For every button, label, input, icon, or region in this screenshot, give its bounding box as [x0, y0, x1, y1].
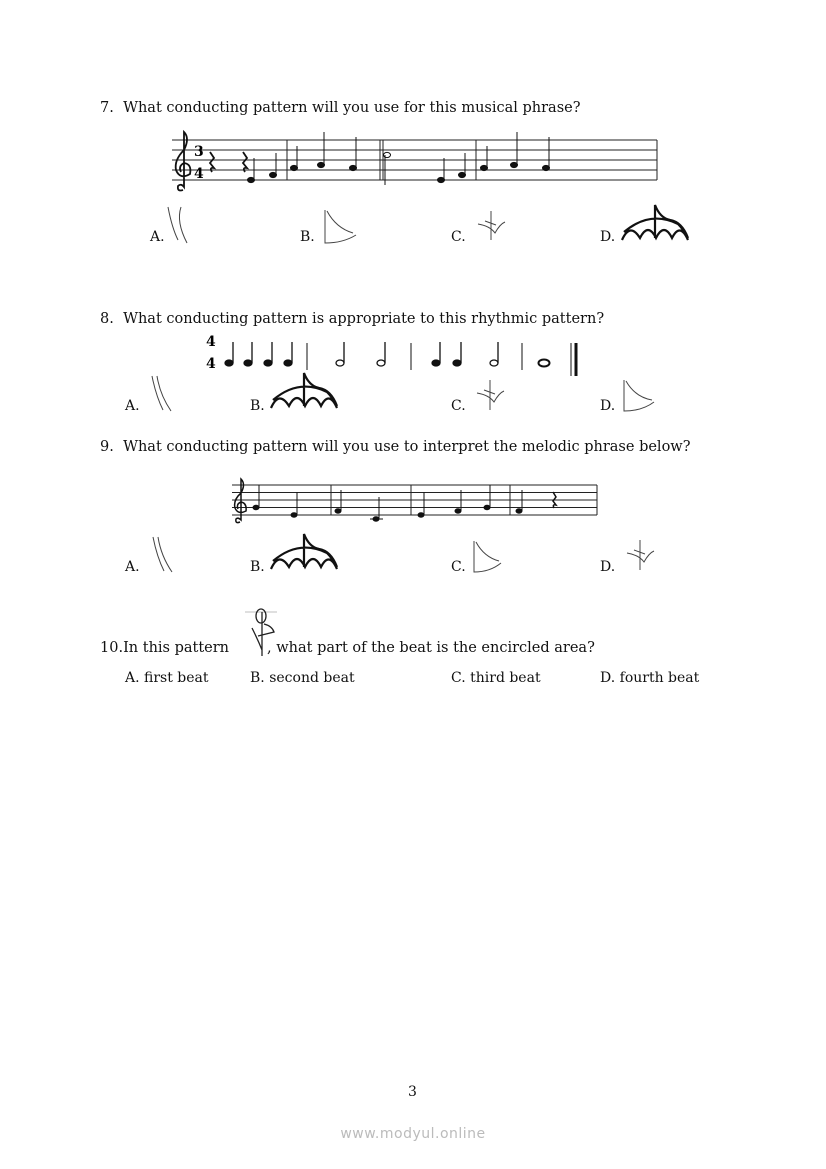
- option-c[interactable]: [451, 670, 541, 686]
- question-text: What conducting pattern will you use for this musical phrase?: [123, 100, 581, 116]
- option-d[interactable]: D.: [600, 229, 616, 245]
- question-text: What conducting pattern is appropriate to this rhythmic pattern?: [123, 311, 605, 327]
- question-number: 10.: [100, 640, 124, 656]
- watermark: www.modyul.online: [340, 1126, 486, 1142]
- option-a[interactable]: A.: [125, 559, 140, 575]
- option-label: B.: [250, 670, 265, 686]
- option-b[interactable]: B.: [250, 559, 265, 575]
- option-text: second beat: [269, 670, 355, 686]
- time-sig-top: 4: [206, 334, 216, 350]
- time-sig-bottom: 4: [206, 356, 216, 372]
- question-number: 7.: [100, 100, 114, 116]
- option-a[interactable]: A.: [125, 398, 140, 414]
- option-b[interactable]: B.: [250, 398, 265, 414]
- option-text: first beat: [144, 670, 209, 686]
- option-c[interactable]: C.: [451, 559, 466, 575]
- question-number: 9.: [100, 439, 114, 455]
- option-b[interactable]: [250, 670, 355, 686]
- option-d[interactable]: [600, 670, 699, 686]
- option-d[interactable]: D.: [600, 559, 616, 575]
- question-text: , what part of the beat is the encircled area?: [267, 640, 595, 656]
- option-label: D.: [600, 670, 616, 686]
- question-number: 8.: [100, 311, 114, 327]
- time-sig-top: 3: [194, 144, 204, 160]
- option-text: fourth beat: [619, 670, 700, 686]
- option-text: third beat: [470, 670, 541, 686]
- option-c[interactable]: C.: [451, 398, 466, 414]
- question-text: What conducting pattern will you use to interpret the melodic phrase below?: [123, 439, 691, 455]
- option-a[interactable]: [125, 670, 209, 686]
- question-text: In this pattern: [123, 640, 230, 656]
- option-label: C.: [451, 670, 466, 686]
- option-d[interactable]: D.: [600, 398, 616, 414]
- option-c[interactable]: C.: [451, 229, 466, 245]
- page-number: 3: [408, 1084, 417, 1100]
- option-b[interactable]: B.: [300, 229, 315, 245]
- option-label: A.: [125, 670, 140, 686]
- option-a[interactable]: A.: [150, 229, 165, 245]
- time-sig-bottom: 4: [194, 166, 204, 182]
